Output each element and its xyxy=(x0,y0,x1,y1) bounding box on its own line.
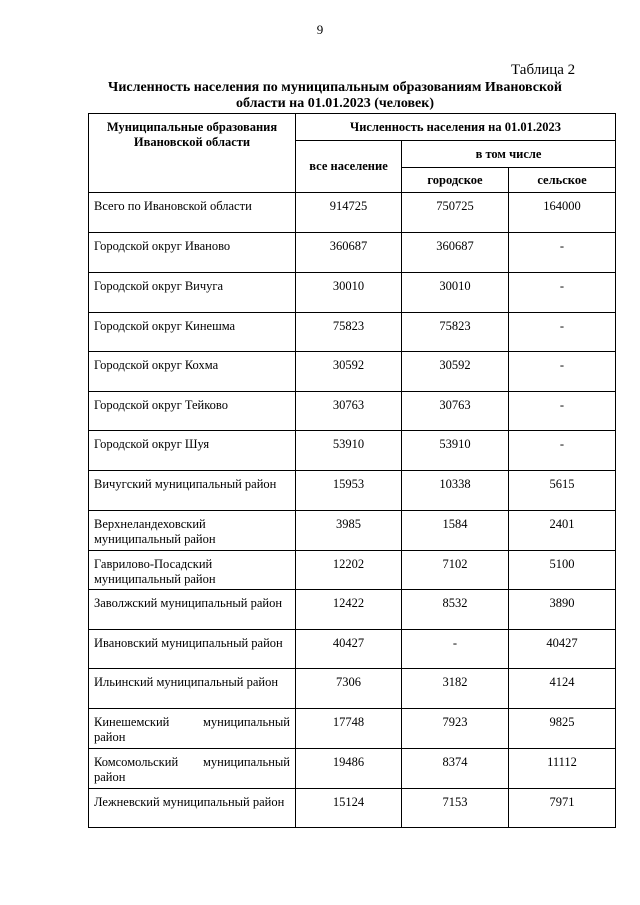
municipality-cell: Ивановский муниципальный район xyxy=(89,630,296,669)
rural-cell: 5615 xyxy=(509,471,616,511)
urban-cell: 75823 xyxy=(402,313,509,352)
table-row xyxy=(89,471,616,511)
rural-cell: - xyxy=(509,273,616,313)
table-row xyxy=(89,590,616,630)
total-cell: 12202 xyxy=(296,551,402,590)
total-cell: 75823 xyxy=(296,313,402,352)
table-row xyxy=(89,630,616,669)
header-total: все население xyxy=(296,141,402,193)
total-cell: 19486 xyxy=(296,749,402,789)
municipality-cell: Городской округ Иваново xyxy=(89,233,296,273)
urban-cell: 3182 xyxy=(402,669,509,709)
rural-cell: 40427 xyxy=(509,630,616,669)
total-cell: 40427 xyxy=(296,630,402,669)
total-cell: 53910 xyxy=(296,431,402,471)
municipality-cell: Городской округ Кохма xyxy=(89,352,296,392)
total-cell: 12422 xyxy=(296,590,402,630)
header-population-title: Численность населения на 01.01.2023 xyxy=(296,114,616,141)
municipality-cell: Городской округ Кинешма xyxy=(89,313,296,352)
urban-cell: 30592 xyxy=(402,352,509,392)
urban-cell: 1584 xyxy=(402,511,509,551)
urban-cell: 360687 xyxy=(402,233,509,273)
municipality-cell: Городской округ Шуя xyxy=(89,431,296,471)
municipality-cell: Лежневский муниципальный район xyxy=(89,789,296,828)
municipality-cell: Городской округ Вичуга xyxy=(89,273,296,313)
header-urban: городское xyxy=(402,168,509,193)
table-row xyxy=(89,193,616,233)
rural-cell: 164000 xyxy=(509,193,616,233)
municipality-cell: Комсомольский муниципальный район xyxy=(89,749,296,789)
population-table xyxy=(88,113,616,828)
rural-cell: 9825 xyxy=(509,709,616,749)
rural-cell: - xyxy=(509,313,616,352)
urban-cell: - xyxy=(402,630,509,669)
urban-cell: 7102 xyxy=(402,551,509,590)
total-cell: 15124 xyxy=(296,789,402,828)
header-rural: сельское xyxy=(509,168,616,193)
urban-cell: 750725 xyxy=(402,193,509,233)
table-row xyxy=(89,789,616,828)
total-cell: 30010 xyxy=(296,273,402,313)
urban-cell: 8374 xyxy=(402,749,509,789)
table-row xyxy=(89,352,616,392)
total-cell: 7306 xyxy=(296,669,402,709)
municipality-cell: Городской округ Тейково xyxy=(89,392,296,431)
municipality-cell: Заволжский муниципальный район xyxy=(89,590,296,630)
rural-cell: 7971 xyxy=(509,789,616,828)
table-row xyxy=(89,313,616,352)
rural-cell: 3890 xyxy=(509,590,616,630)
page-number: 9 xyxy=(316,22,324,37)
total-cell: 360687 xyxy=(296,233,402,273)
municipality-cell: Ильинский муниципальный район xyxy=(89,669,296,709)
total-cell: 17748 xyxy=(296,709,402,749)
table-row xyxy=(89,709,616,749)
total-cell: 3985 xyxy=(296,511,402,551)
municipality-cell: Вичугский муниципальный район xyxy=(89,471,296,511)
rural-cell: - xyxy=(509,352,616,392)
urban-cell: 30763 xyxy=(402,392,509,431)
total-cell: 914725 xyxy=(296,193,402,233)
urban-cell: 53910 xyxy=(402,431,509,471)
urban-cell: 7153 xyxy=(402,789,509,828)
municipality-cell: Гаврилово-Посадский муниципальный район xyxy=(89,551,296,590)
urban-cell: 30010 xyxy=(402,273,509,313)
rural-cell: 4124 xyxy=(509,669,616,709)
rural-cell: - xyxy=(509,392,616,431)
header-including: в том числе xyxy=(402,141,616,168)
table-title: Численность населения по муниципальным образованиям Ивановской области на 01.01.2023 (человек) xyxy=(108,80,562,111)
table-row xyxy=(89,669,616,709)
rural-cell: 11112 xyxy=(509,749,616,789)
header-municipality: Муниципальные образования Ивановской области xyxy=(89,114,296,193)
municipality-cell: Верхнеландеховский муниципальный район xyxy=(89,511,296,551)
rural-cell: 5100 xyxy=(509,551,616,590)
municipality-cell: Всего по Ивановской области xyxy=(89,193,296,233)
rural-cell: - xyxy=(509,431,616,471)
rural-cell: - xyxy=(509,233,616,273)
table-row xyxy=(89,511,616,551)
table-row xyxy=(89,551,616,590)
table-label: Таблица 2 xyxy=(511,62,576,78)
municipality-cell: Кинешемский муниципальный район xyxy=(89,709,296,749)
table-row xyxy=(89,392,616,431)
urban-cell: 10338 xyxy=(402,471,509,511)
table-row xyxy=(89,273,616,313)
table-row xyxy=(89,233,616,273)
total-cell: 15953 xyxy=(296,471,402,511)
total-cell: 30592 xyxy=(296,352,402,392)
urban-cell: 7923 xyxy=(402,709,509,749)
table-row xyxy=(89,749,616,789)
rural-cell: 2401 xyxy=(509,511,616,551)
urban-cell: 8532 xyxy=(402,590,509,630)
total-cell: 30763 xyxy=(296,392,402,431)
table-row xyxy=(89,431,616,471)
